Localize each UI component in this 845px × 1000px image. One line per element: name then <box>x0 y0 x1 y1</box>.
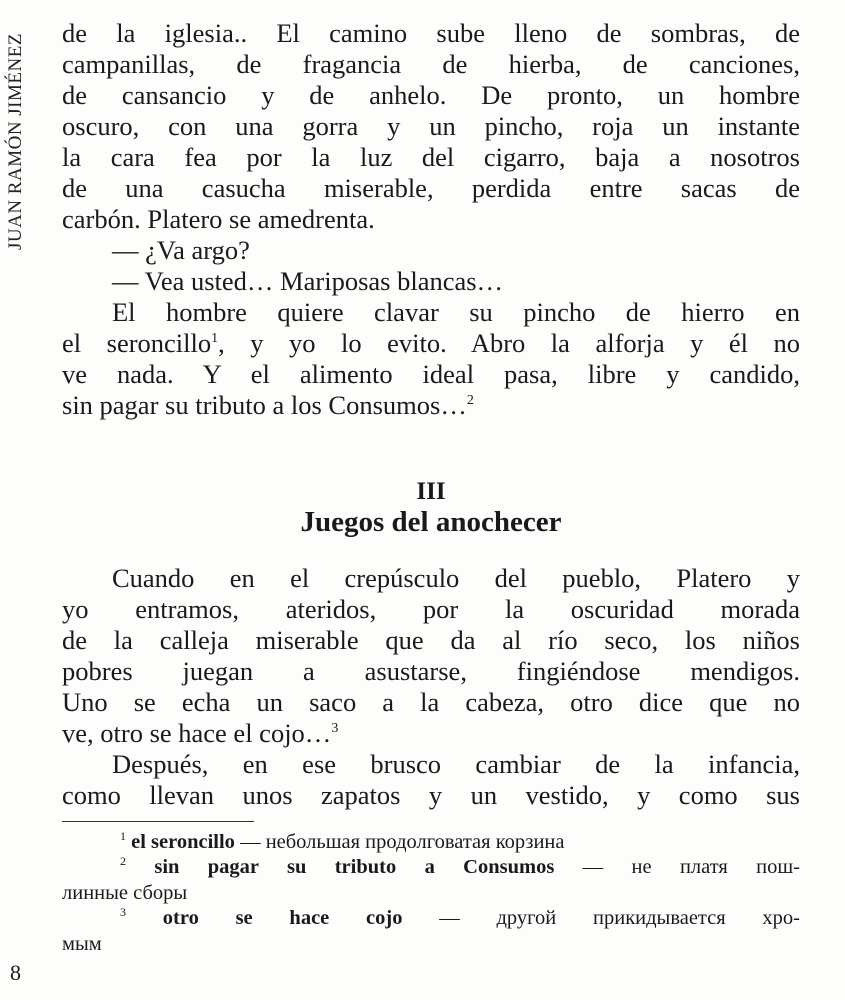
text-line <box>62 111 800 142</box>
text-line <box>62 563 800 594</box>
text-segment: como llevan unos zapatos y un vestido, y como sus <box>62 780 800 810</box>
text-line <box>62 749 800 780</box>
text-segment <box>126 856 154 878</box>
top-text <box>62 18 800 421</box>
text-line <box>62 718 800 749</box>
text-segment: , y yo lo evito. Abro la alforja y él no <box>218 328 801 358</box>
text-line <box>62 625 800 656</box>
text-segment: de la calleja miserable que da al río seco, los niños <box>62 625 800 655</box>
text-line <box>62 390 800 421</box>
text-segment: — другой прикидывается хро- <box>402 907 801 930</box>
running-head: JUAN RAMÓN JIMÉNEZ <box>5 33 26 250</box>
text-segment: — не платя пош- <box>554 856 801 879</box>
text-line <box>62 297 800 328</box>
text-line <box>62 235 800 266</box>
text-segment: la cara fea por la luz del cigarro, baja a nosotros <box>62 142 800 172</box>
text-segment: ve, otro se hace el cojo… <box>62 718 332 748</box>
text-line <box>62 266 800 297</box>
text-segment: линные сборы <box>62 881 188 904</box>
footnote-line <box>62 932 800 957</box>
text-line <box>62 780 800 811</box>
text-segment: ve nada. Y el alimento ideal pasa, libre y candido, <box>62 359 800 389</box>
footnote-term: el seroncillo <box>131 831 235 853</box>
text-segment <box>126 907 163 929</box>
text-segment: — Vea usted… Mariposas blancas… <box>112 266 504 296</box>
text-segment: yo entramos, ateridos, por la oscuridad morada <box>62 594 800 624</box>
footnote-line <box>62 855 800 880</box>
chapter-text <box>62 563 800 811</box>
text-line <box>62 204 800 235</box>
text-line <box>62 49 800 80</box>
text-segment: Después, en ese brusco cambiar de la infancia, <box>112 749 800 779</box>
text-line <box>62 173 800 204</box>
chapter-title: Juegos del anochecer <box>300 506 562 538</box>
footnote-marker: 2 <box>120 854 126 869</box>
text-segment: carbón. Platero se amedrenta. <box>62 204 375 234</box>
footnote-line <box>62 906 800 931</box>
page-number: 8 <box>10 960 21 985</box>
text-segment: de la iglesia.. El camino sube lleno de sombras, de <box>62 18 800 48</box>
text-segment: — ¿Va argo? <box>112 235 250 265</box>
footnotes <box>62 830 800 957</box>
text-line <box>62 18 800 49</box>
footnote-term: sin pagar su tributo a Consumos <box>154 856 555 879</box>
text-segment: el seroncillo <box>62 328 212 358</box>
footnote-marker: 3 <box>331 721 339 737</box>
text-line <box>62 328 800 359</box>
text-segment: Cuando en el crepúsculo del pueblo, Platero y <box>112 563 800 593</box>
footnote-line <box>62 830 800 855</box>
text-line <box>62 142 800 173</box>
footnote-term: otro se hace cojo <box>162 907 403 930</box>
text-line <box>62 359 800 390</box>
footnote-marker: 3 <box>120 905 126 920</box>
text-segment: campanillas, de fragancia de hierba, de canciones, <box>62 49 800 79</box>
footnote-line <box>62 881 800 906</box>
text-segment: pobres juegan a asustarse, fingiéndose mendigos. <box>62 656 800 686</box>
text-segment: de cansancio y de anhelo. De pronto, un hombre <box>62 80 800 110</box>
footnote-marker: 1 <box>211 331 219 347</box>
footnote-marker: 1 <box>120 829 126 844</box>
footnote-divider <box>62 821 254 822</box>
text-line <box>62 656 800 687</box>
text-line <box>62 687 800 718</box>
chapter-number: III <box>416 478 446 505</box>
text-line <box>62 80 800 111</box>
text-segment: oscuro, con una gorra y un pincho, roja un instante <box>62 111 800 141</box>
text-segment: мым <box>62 932 102 955</box>
text-segment: de una casucha miserable, perdida entre sacas de <box>62 173 800 203</box>
footnote-marker: 2 <box>466 393 474 409</box>
text-segment: El hombre quiere clavar su pincho de hierro en <box>112 297 800 327</box>
text-segment: Uno se echa un saco a la cabeza, otro dice que no <box>62 687 800 717</box>
text-segment: — небольшая продолговатая корзина <box>234 831 565 853</box>
text-line <box>62 594 800 625</box>
text-segment: sin pagar su tributo a los Consumos… <box>62 390 467 420</box>
